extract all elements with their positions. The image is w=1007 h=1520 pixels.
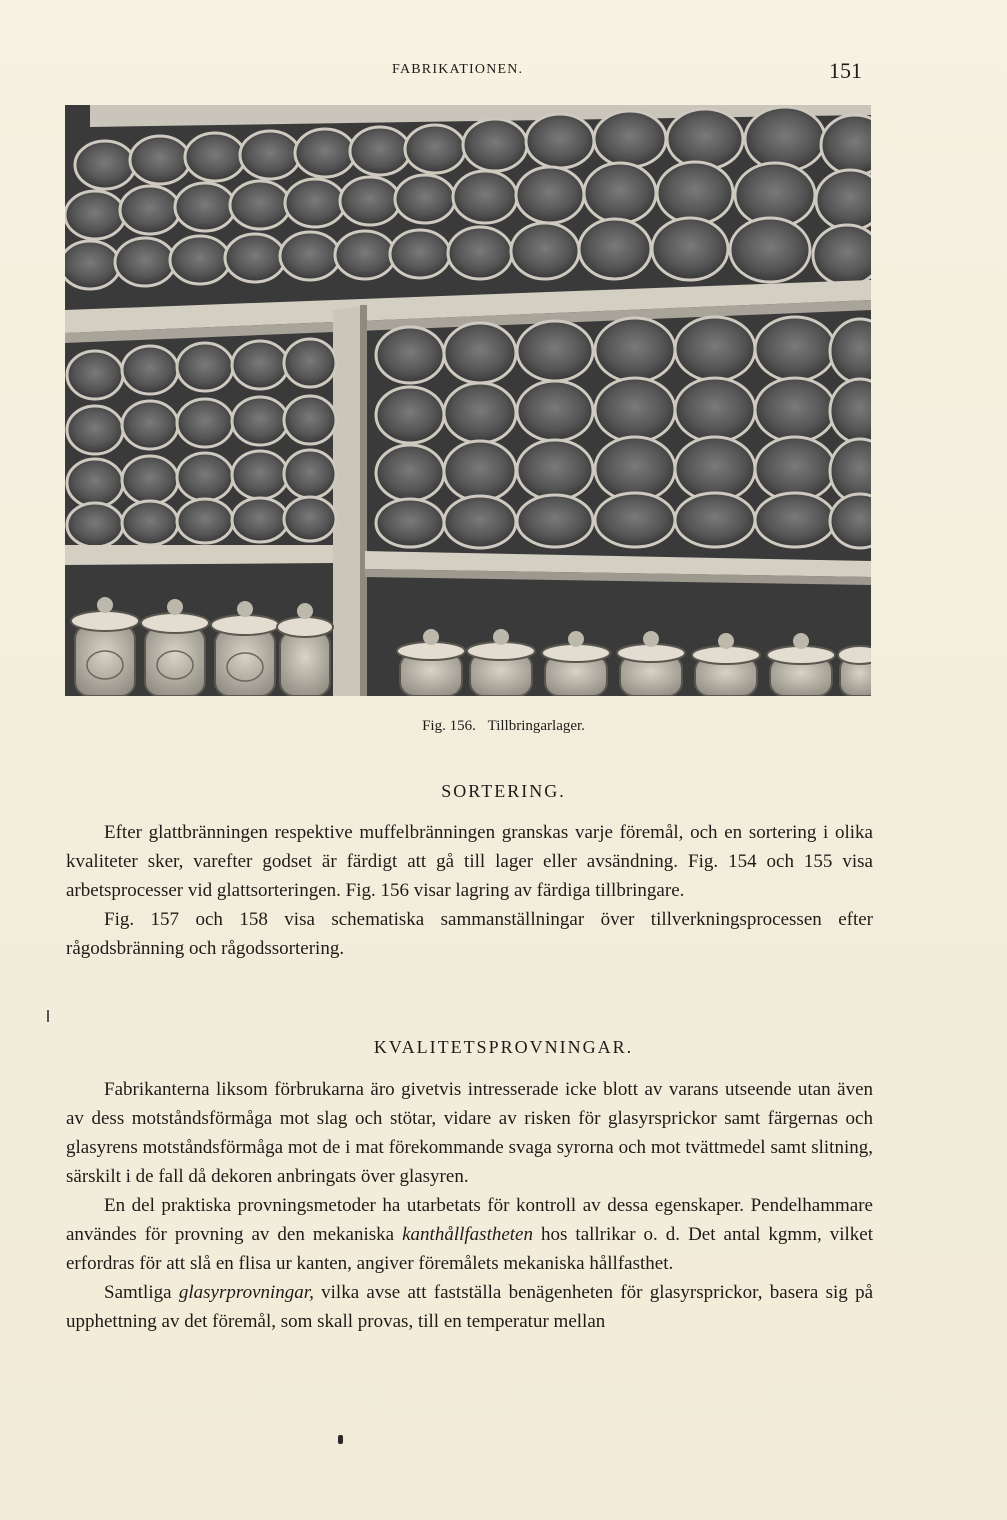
margin-mark xyxy=(47,1010,49,1022)
paragraph: Fig. 157 och 158 visa schematiska sammanställningar över tillverkningsprocessen efter rågodsbränning och rågodssortering. xyxy=(66,909,873,959)
section-body-kvalitetsprovningar xyxy=(66,1075,873,1336)
photo-pitcher-storage xyxy=(65,105,871,696)
paragraph-text: En del praktiska provningsmetoder ha utarbetats för kontroll av dessa egenskaper. Pendelhammare användes för provning av den mekaniska xyxy=(66,1195,873,1245)
section-heading-kvalitetsprovningar: KVALITETSPROVNINGAR. xyxy=(373,1037,634,1057)
emphasized-term: glasyrprovningar, xyxy=(178,1282,314,1303)
photo-illustration xyxy=(65,105,871,696)
paragraph xyxy=(66,1278,873,1336)
figure-caption xyxy=(0,718,1007,735)
ink-speck xyxy=(338,1435,343,1444)
paragraph-text: Samtliga xyxy=(104,1282,172,1303)
section-body-sortering xyxy=(66,818,873,963)
paragraph: Efter glattbränningen respektive muffelbränningen granskas varje föremål, och en sortering i olika kvaliteter sker, varefter godset är färdigt att gå till lager eller avsändning. Fig. 154 och 155 visa arbetsprocesser vid glattsorteringen. Fig. 156 visar lagring av färdiga tillbringare. xyxy=(66,822,873,901)
section-heading-sortering: SORTERING. xyxy=(441,781,566,801)
running-title: FABRIKATIONEN. xyxy=(392,62,524,77)
paragraph: Fabrikanterna liksom förbrukarna äro givetvis intresserade icke blott av varans utseende utan även av dess motståndsförmåga mot slag och stötar, vidare av risken för glasyrsprickor samt färgernas och glasyrens motståndsförmåga mot de i mat förekommande svaga syrorna och mot tvättmedel samt slitning, särskilt i de fall då dekoren anbringats över glasyren. xyxy=(66,1079,873,1187)
paragraph-text: vilka avse att fastställa benägenheten för glasyrsprickor, basera sig på upphettning av det föremål, som skall provas, till en temperatur mellan xyxy=(66,1282,874,1332)
figure-label: Fig. 156. xyxy=(422,718,476,734)
paragraph xyxy=(66,1191,873,1278)
figure-title: Tillbringarlager. xyxy=(487,718,585,734)
page-number: 151 xyxy=(829,58,862,83)
paragraph-text: hos tallrikar o. d. Det antal kgmm, vilket erfordras för att slå en flisa ur kanten, angiver föremålets mekaniska hållfasthet. xyxy=(66,1224,874,1274)
emphasized-term: kanthållfastheten xyxy=(402,1224,533,1245)
